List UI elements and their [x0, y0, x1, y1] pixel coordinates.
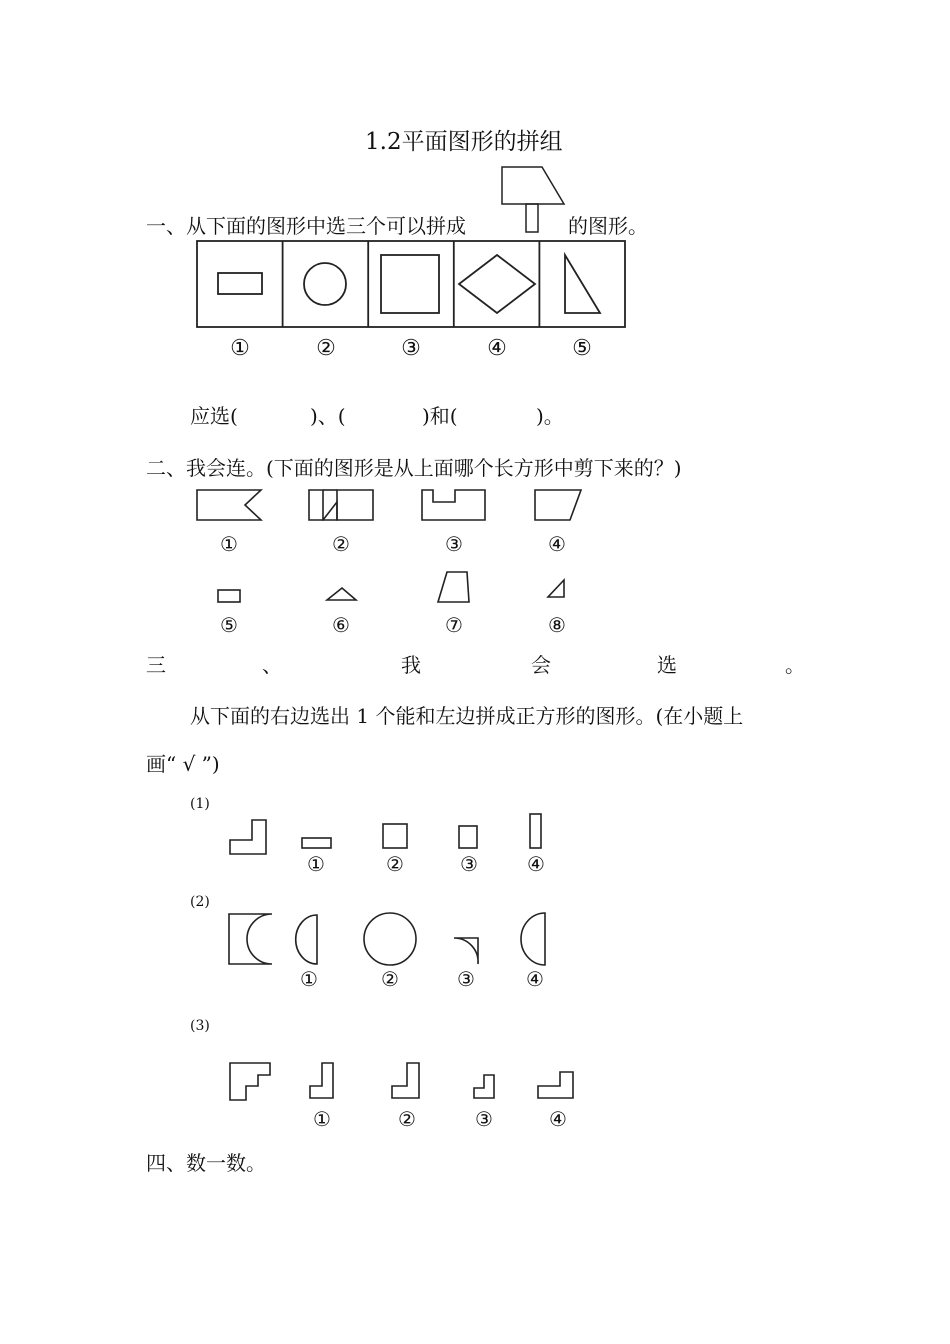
q1-answer-prefix: 应选(	[190, 404, 238, 428]
q3-sub3-option-4: ④	[549, 1107, 567, 1131]
q3-instruction-line2: 画“ √ ”)	[146, 752, 220, 776]
rect-cut-shape	[309, 490, 323, 520]
q1-label-1: ①	[230, 336, 250, 361]
option-3-quarter-circle	[454, 938, 478, 964]
option-1-l-shape	[310, 1063, 333, 1098]
q3-heading-char-4: 会	[531, 653, 551, 677]
q3-sub1-option-3: ③	[460, 852, 478, 876]
option-4-tall-rect	[530, 814, 541, 848]
option-4-half-circle	[521, 913, 545, 965]
q1-prompt-end: 的图形。	[568, 214, 648, 238]
q2-bottom-shapes	[210, 570, 580, 606]
stair-shape-left	[230, 1063, 270, 1100]
option-2-square	[383, 824, 407, 848]
q3-sub3-shapes	[226, 1058, 586, 1104]
trapezoid-shape	[438, 572, 469, 602]
q1-answer-end: )。	[536, 404, 564, 428]
diamond-shape	[459, 255, 535, 313]
option-4-l-shape	[538, 1072, 573, 1098]
q1-shape-boxes	[196, 240, 628, 330]
q1-label-4: ④	[487, 336, 507, 361]
q3-sub2-option-4: ④	[526, 967, 544, 991]
square-with-arc-cut	[229, 914, 272, 964]
small-rect-shape	[218, 590, 240, 602]
q3-sub1-option-4: ④	[527, 852, 545, 876]
rectangle-shape	[218, 273, 262, 294]
option-3-rect	[459, 826, 477, 848]
q2-label-1: ①	[220, 532, 238, 556]
q3-instruction-line1: 从下面的右边选出 1 个能和左边拼成正方形的图形。(在小题上	[190, 704, 744, 728]
q3-heading-char-5: 选	[657, 653, 677, 677]
option-2-circle	[364, 913, 416, 965]
triangle-shape	[565, 255, 600, 313]
q1-label-3: ③	[401, 336, 421, 361]
rect-slot-shape	[422, 490, 485, 520]
option-3-l-shape	[474, 1075, 494, 1098]
q1-prompt: 一、从下面的图形中选三个可以拼成	[146, 214, 466, 238]
q1-answer-mid1: )、(	[310, 404, 346, 428]
q3-sub3-option-2: ②	[398, 1107, 416, 1131]
q1-answer-mid2: )和(	[422, 404, 458, 428]
q2-prompt: 二、我会连。(下面的图形是从上面哪个长方形中剪下来的？)	[146, 456, 682, 480]
option-1-rect	[302, 838, 331, 848]
q3-heading-char-6: 。	[785, 653, 805, 677]
parallelogram-shape	[535, 490, 581, 520]
q3-sub1-option-1: ①	[307, 852, 325, 876]
q3-sub3-option-1: ①	[313, 1107, 331, 1131]
small-right-triangle-shape	[548, 580, 564, 597]
q2-label-3: ③	[445, 532, 463, 556]
page-title: 1.2平面图形的拼组	[365, 129, 563, 155]
q4-prompt: 四、数一数。	[146, 1151, 266, 1175]
q3-sub1-option-2: ②	[386, 852, 404, 876]
small-triangle-shape	[327, 588, 356, 600]
q2-label-8: ⑧	[548, 613, 566, 637]
q1-label-2: ②	[316, 336, 336, 361]
q2-label-6: ⑥	[332, 613, 350, 637]
q3-sub3-option-3: ③	[475, 1107, 493, 1131]
target-shape-figure	[498, 164, 568, 236]
l-shape-left	[230, 820, 266, 854]
q1-label-5: ⑤	[572, 336, 592, 361]
square-shape	[381, 255, 439, 313]
option-2-l-shape	[392, 1063, 419, 1098]
q3-sub2-option-2: ②	[381, 967, 399, 991]
q3-heading-char-3: 我	[401, 653, 421, 677]
q3-sub2-option-1: ①	[300, 967, 318, 991]
rect-notched-shape	[197, 490, 261, 520]
q3-sub1-label: (1)	[190, 796, 210, 812]
q3-sub2-option-3: ③	[457, 967, 475, 991]
q3-heading-char-2: 、	[262, 653, 282, 677]
q2-label-2: ②	[332, 532, 350, 556]
q3-sub3-label: (3)	[190, 1018, 210, 1034]
q2-top-shapes	[195, 488, 595, 524]
circle-shape	[304, 263, 346, 305]
q2-label-5: ⑤	[220, 613, 238, 637]
option-1-half-circle	[296, 915, 317, 964]
q2-label-4: ④	[548, 532, 566, 556]
q2-label-7: ⑦	[445, 613, 463, 637]
q3-sub2-shapes	[226, 908, 556, 970]
q3-heading-char-1: 三	[146, 653, 166, 677]
q3-sub2-label: (2)	[190, 894, 210, 910]
